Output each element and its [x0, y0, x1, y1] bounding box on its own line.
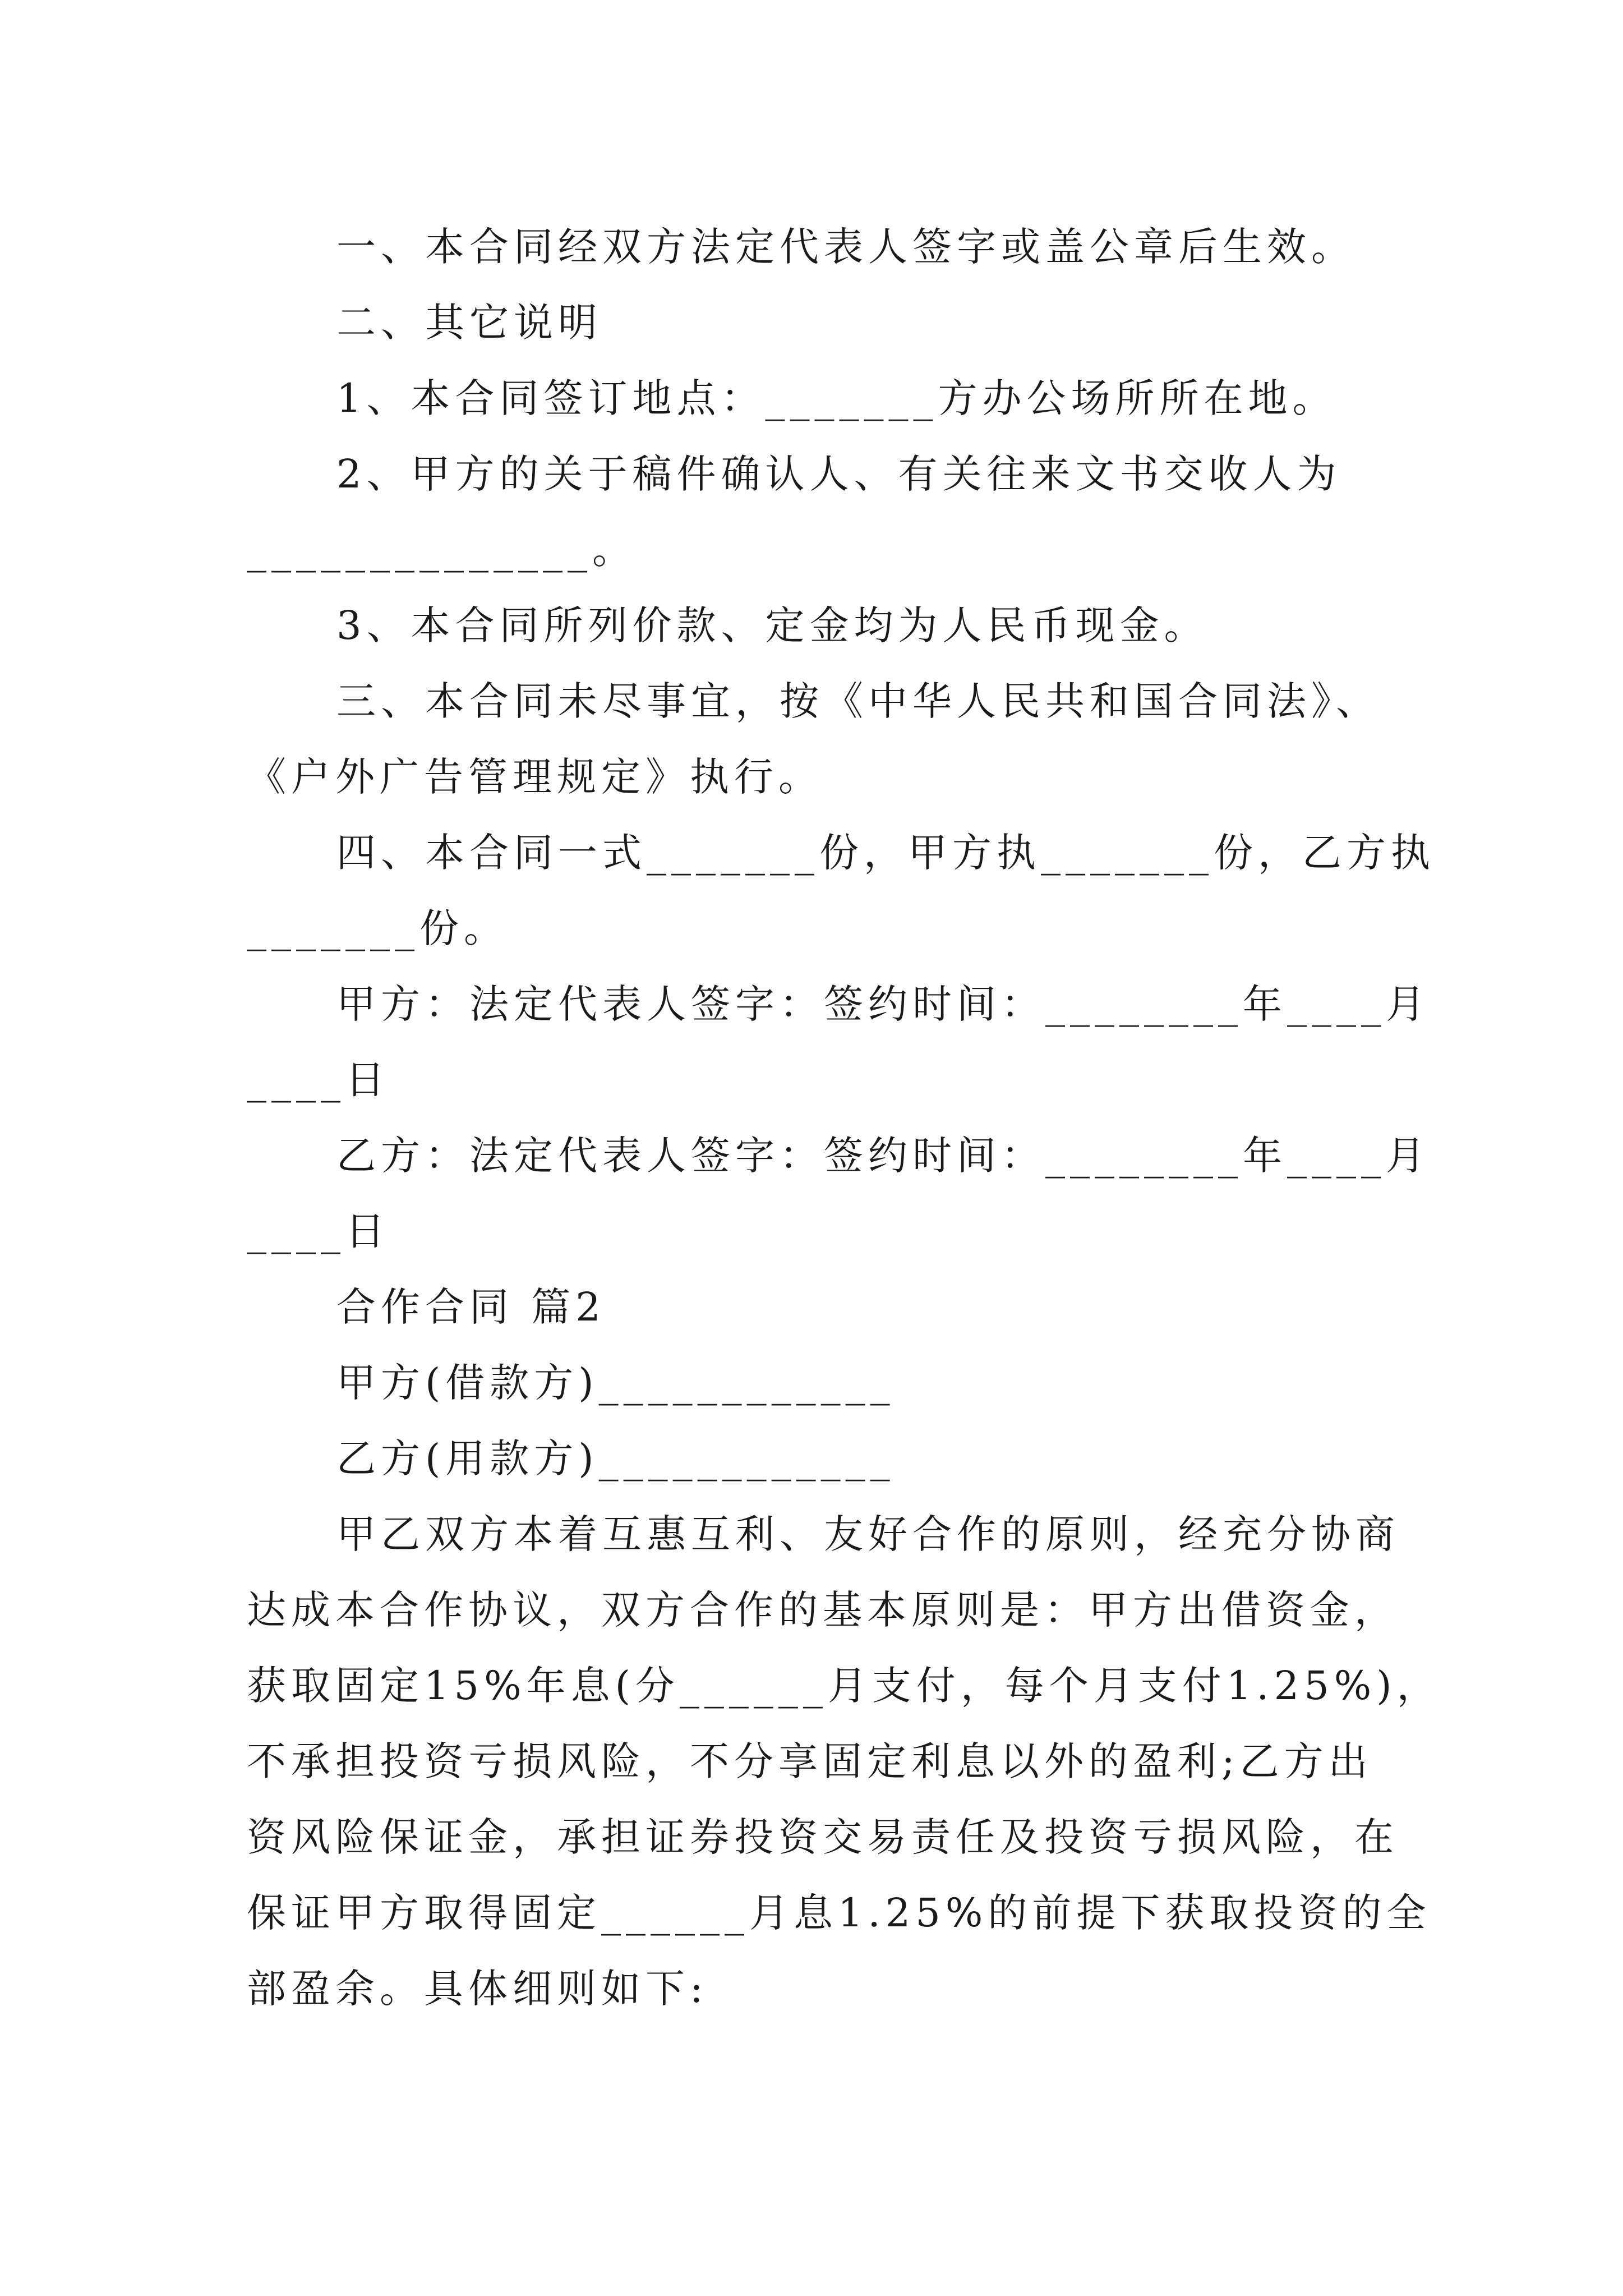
text-line: _______份。 [247, 905, 508, 951]
text-line: 甲方：法定代表人签字：签约时间：________年____月 [336, 981, 1430, 1027]
text-line: 乙方(用款方)____________ [336, 1435, 895, 1481]
text-line: 《户外广告管理规定》执行。 [247, 754, 823, 800]
text-line: 达成本合作协议，双方合作的基本原则是：甲方出借资金， [247, 1587, 1399, 1633]
text-line: ____日 [247, 1057, 390, 1103]
section-heading: 合作合同 篇2 [336, 1284, 606, 1330]
text-line: 资风险保证金，承担证券投资交易责任及投资亏损风险，在 [247, 1814, 1399, 1860]
text-line: 甲方(借款方)____________ [336, 1360, 895, 1406]
text-line: ____日 [247, 1208, 390, 1254]
text-line: 三、本合同未尽事宜，按《中华人民共和国合同法》、 [336, 678, 1380, 724]
text-line: 四、本合同一式_______份，甲方执_______份，乙方执 [336, 830, 1435, 876]
text-line: 一、本合同经双方法定代表人签字或盖公章后生效。 [336, 224, 1355, 270]
text-line: 部盈余。具体细则如下: [247, 1966, 708, 2012]
text-line: 2、甲方的关于稿件确认人、有关往来文书交收人为 [336, 451, 1341, 497]
text-line: 乙方：法定代表人签字：签约时间：________年____月 [336, 1133, 1430, 1179]
text-line: 1、本合同签订地点：_______方办公场所所在地。 [336, 375, 1337, 421]
text-line: ______________。 [247, 527, 637, 573]
text-line: 甲乙双方本着互惠互利、友好合作的原则，经充分协商 [336, 1511, 1400, 1557]
text-line: 保证甲方取得固定______月息1.25%的前提下获取投资的全 [247, 1890, 1431, 1936]
text-line: 3、本合同所列价款、定金均为人民币现金。 [336, 602, 1209, 648]
text-line: 二、其它说明 [336, 300, 602, 346]
text-line: 获取固定15%年息(分______月支付，每个月支付1.25%)， [247, 1663, 1441, 1709]
text-line: 不承担投资亏损风险，不分享固定利息以外的盈利;乙方出 [247, 1738, 1373, 1784]
